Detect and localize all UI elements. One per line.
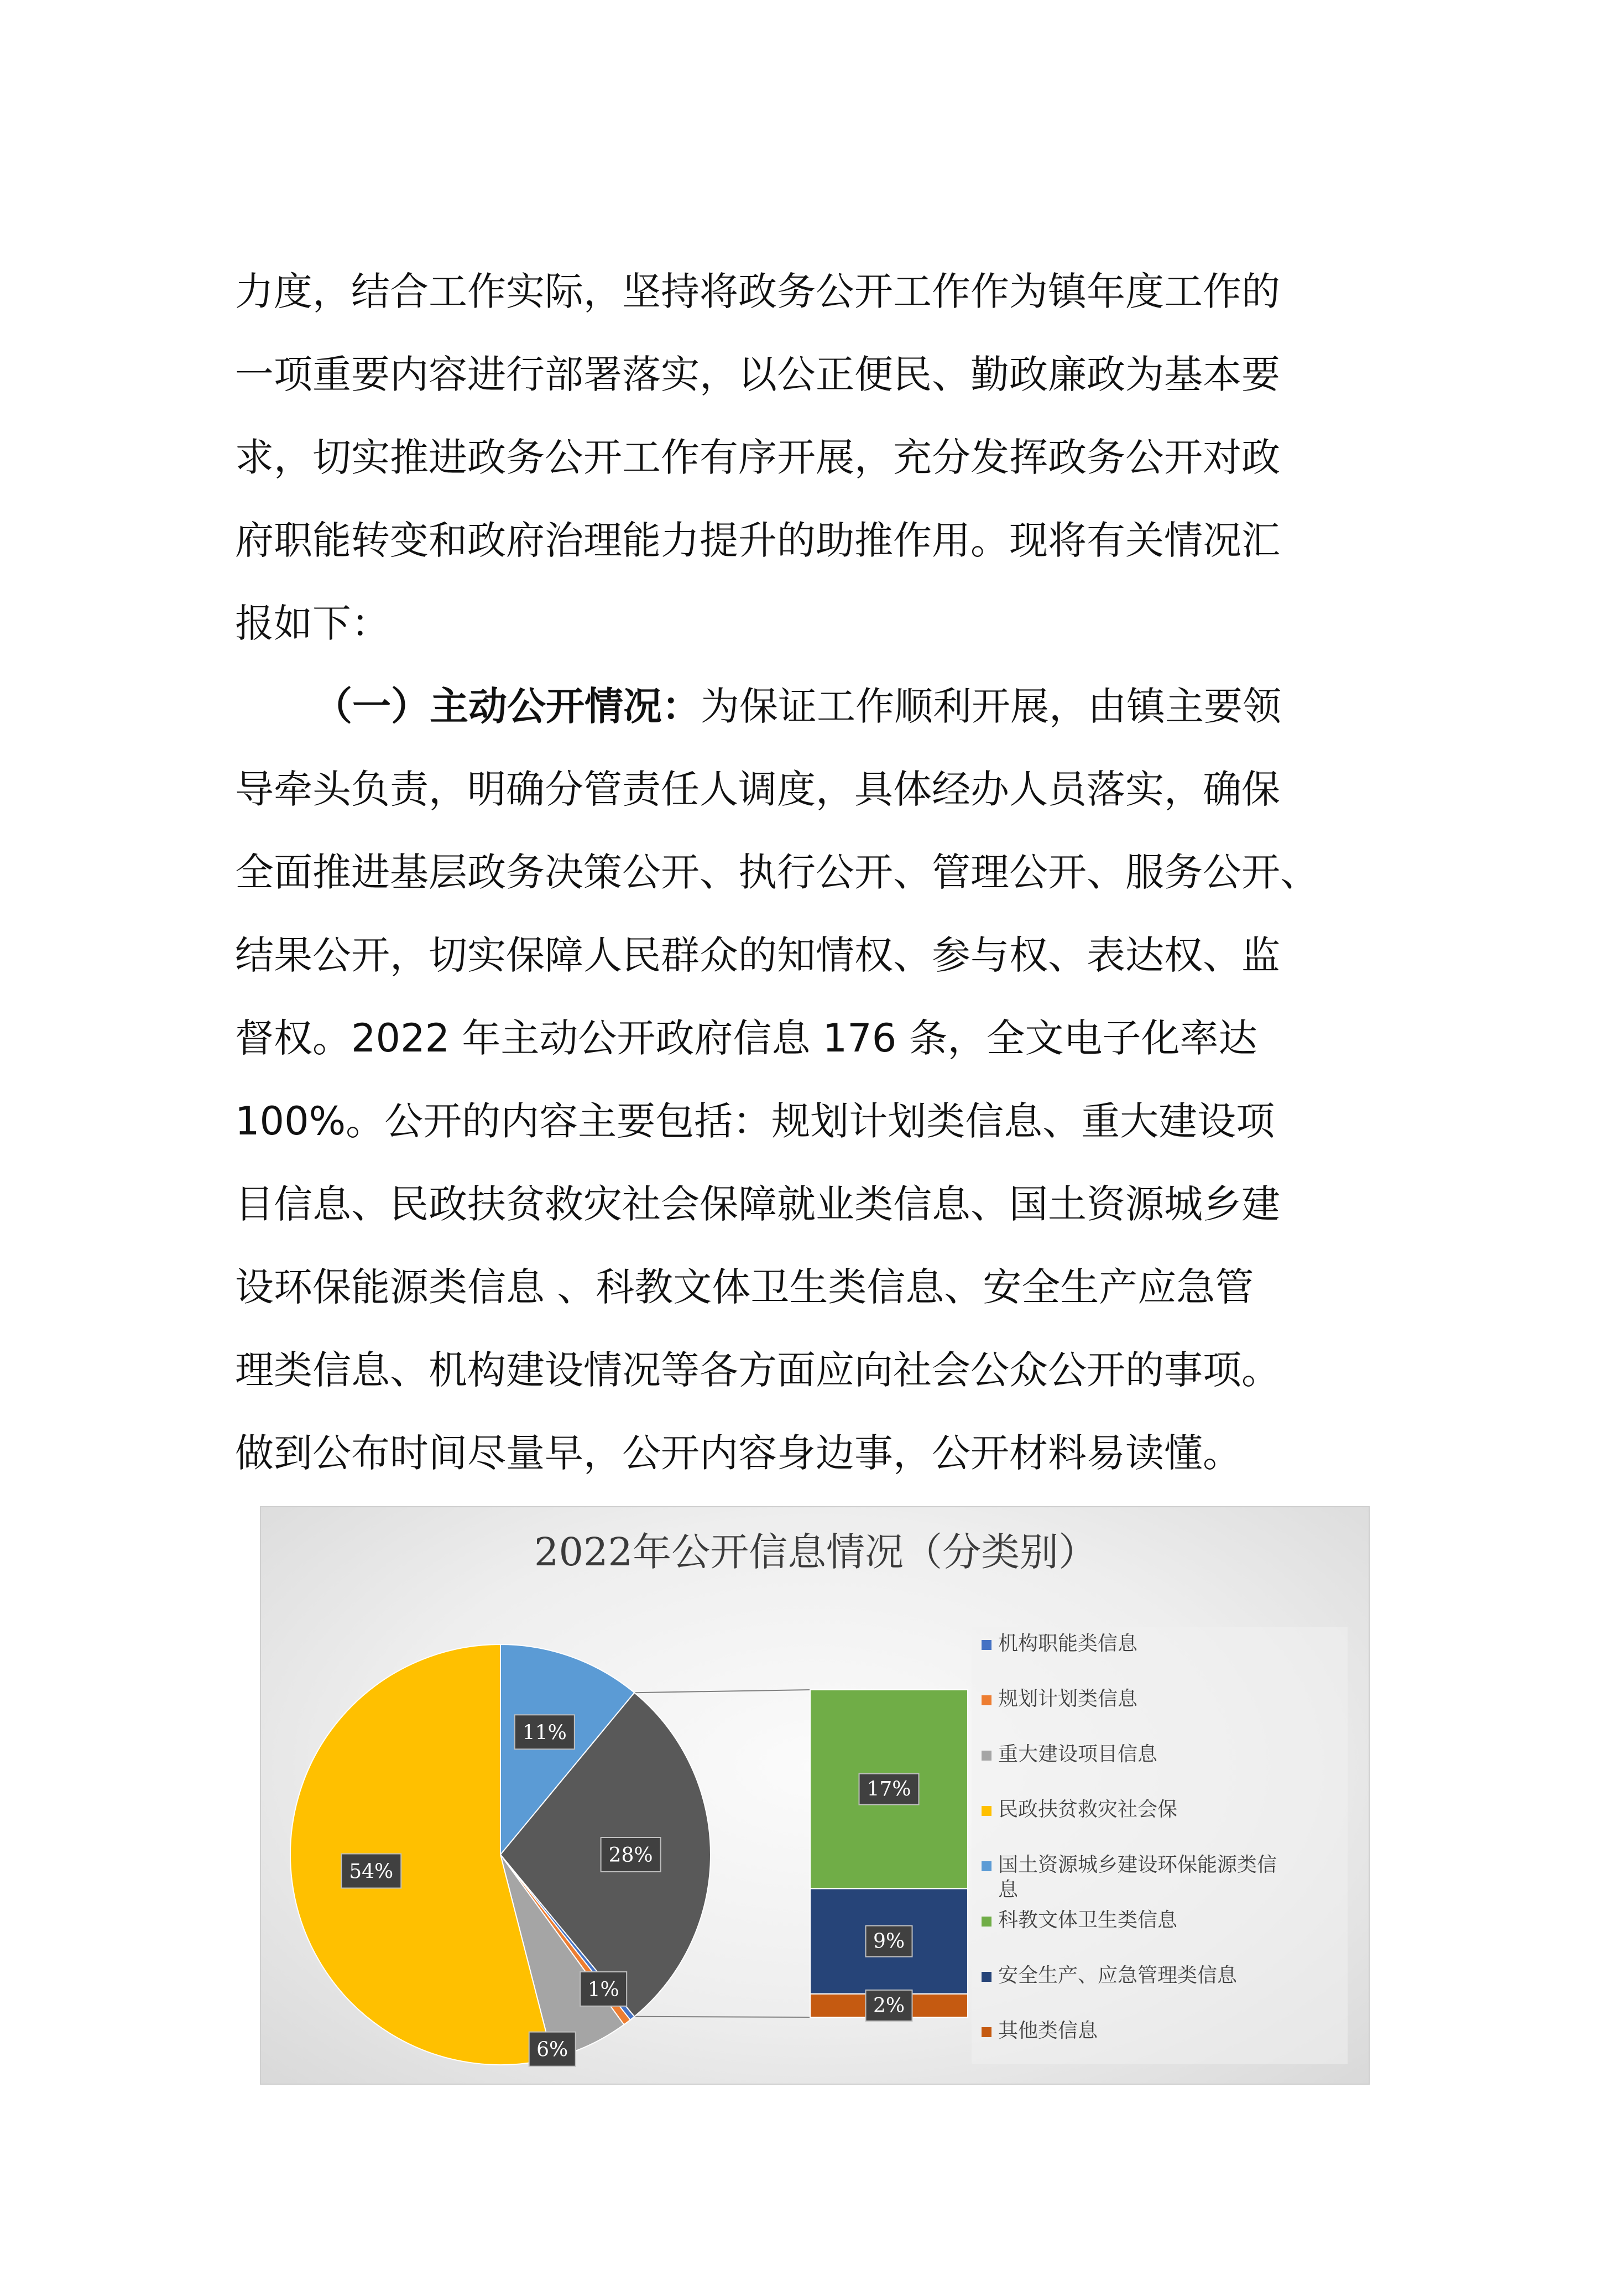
pie-chart bbox=[260, 1506, 1370, 2085]
paragraph-line: 求，切实推进政务公开工作有序开展，充分发挥政务公开对政 bbox=[235, 435, 1280, 480]
paragraph-line: 府职能转变和政府治理能力提升的助推作用。现将有关情况汇 bbox=[235, 518, 1280, 563]
legend-label: 科教文体卫生类信息 bbox=[998, 1909, 1178, 1931]
label-text: 17% bbox=[867, 1778, 911, 1801]
legend-swatch bbox=[982, 1917, 991, 1927]
chart-canvas bbox=[261, 1507, 1371, 2086]
legend-label: 安全生产、应急管理类信息 bbox=[998, 1964, 1238, 1987]
legend-swatch bbox=[982, 1751, 991, 1761]
legend-swatch bbox=[982, 1695, 991, 1705]
pie-data-label bbox=[601, 1837, 661, 1872]
paragraph-line: 全面推进基层政务决策公开、执行公开、管理公开、服务公开、 bbox=[235, 850, 1319, 895]
legend-entry bbox=[982, 1743, 1158, 1766]
paragraph-line: 导牵头负责，明确分管责任人调度，具体经办人员落实，确保 bbox=[235, 767, 1280, 812]
label-text: 54% bbox=[349, 1860, 394, 1883]
paragraph-line: 力度，结合工作实际，坚持将政务公开工作作为镇年度工作的 bbox=[235, 269, 1280, 314]
paragraph-line: 理类信息、机构建设情况等各方面应向社会公众公开的事项。 bbox=[235, 1347, 1280, 1393]
legend-label: 民政扶贫救灾社会保 bbox=[998, 1798, 1178, 1821]
bar-data-label bbox=[866, 1990, 912, 2021]
label-text: 1% bbox=[587, 1978, 619, 2001]
chart-title: 2022年公开信息情况（分类别） bbox=[534, 1529, 1098, 1575]
legend-label: 重大建设项目信息 bbox=[998, 1743, 1158, 1766]
paragraph-line: 一项重要内容进行部署落实，以公正便民、勤政廉政为基本要 bbox=[235, 352, 1280, 397]
paragraph-line: 目信息、民政扶贫救灾社会保障就业类信息、国土资源城乡建 bbox=[235, 1181, 1280, 1227]
label-text: 9% bbox=[873, 1930, 905, 1953]
label-text: 28% bbox=[608, 1844, 653, 1867]
legend-entry bbox=[982, 1632, 1138, 1655]
legend-swatch bbox=[982, 1861, 991, 1871]
legend-swatch bbox=[982, 2027, 991, 2037]
legend-entry bbox=[982, 1798, 1177, 1821]
label-text: 11% bbox=[522, 1721, 567, 1745]
pie-data-label bbox=[341, 1854, 401, 1888]
section-heading: （一）主动公开情况： bbox=[314, 684, 701, 729]
pie-data-label bbox=[529, 2032, 576, 2066]
legend-label: 国土资源城乡建设环保能源类信 bbox=[998, 1854, 1277, 1876]
legend-label: 其他类信息 bbox=[998, 2019, 1098, 2042]
legend-entry bbox=[982, 1964, 1238, 1987]
paragraph-line: 100%。公开的内容主要包括：规划计划类信息、重大建设项 bbox=[235, 1098, 1275, 1144]
legend-swatch bbox=[982, 1972, 991, 1982]
label-text: 2% bbox=[873, 1994, 905, 2017]
paragraph-line: 设环保能源类信息 、科教文体卫生类信息、安全生产应急管 bbox=[235, 1264, 1254, 1310]
label-text: 6% bbox=[536, 2038, 568, 2061]
section-heading-line: （一）主动公开情况：为保证工作顺利开展，由镇主要领 bbox=[314, 684, 1281, 729]
legend-entry bbox=[982, 1688, 1138, 1710]
legend-label: 机构职能类信息 bbox=[998, 1632, 1138, 1655]
stacked-bar bbox=[810, 1690, 968, 2017]
legend-label: 规划计划类信息 bbox=[998, 1688, 1138, 1710]
pie-data-label bbox=[580, 1972, 627, 2006]
paragraph-line: 做到公布时间尽量早，公开内容身边事，公开材料易读懂。 bbox=[235, 1430, 1241, 1476]
bar-data-label bbox=[866, 1926, 912, 1957]
body-text bbox=[235, 250, 1402, 1495]
legend-swatch bbox=[982, 1640, 991, 1650]
paragraph-line: 结果公开，切实保障人民群众的知情权、参与权、表达权、监 bbox=[235, 933, 1280, 978]
legend-swatch bbox=[982, 1806, 991, 1816]
paragraph-line: 报如下： bbox=[235, 601, 390, 646]
connector-line bbox=[634, 1690, 810, 1693]
paragraph-line: 督权。2022 年主动公开政府信息 176 条，全文电子化率达 bbox=[235, 1016, 1257, 1061]
legend-entry bbox=[982, 2019, 1098, 2042]
bar-data-label bbox=[859, 1774, 919, 1805]
legend-label-wrap: 息 bbox=[998, 1878, 1019, 1901]
pie-data-label bbox=[515, 1715, 575, 1749]
legend-entry bbox=[982, 1909, 1178, 1931]
